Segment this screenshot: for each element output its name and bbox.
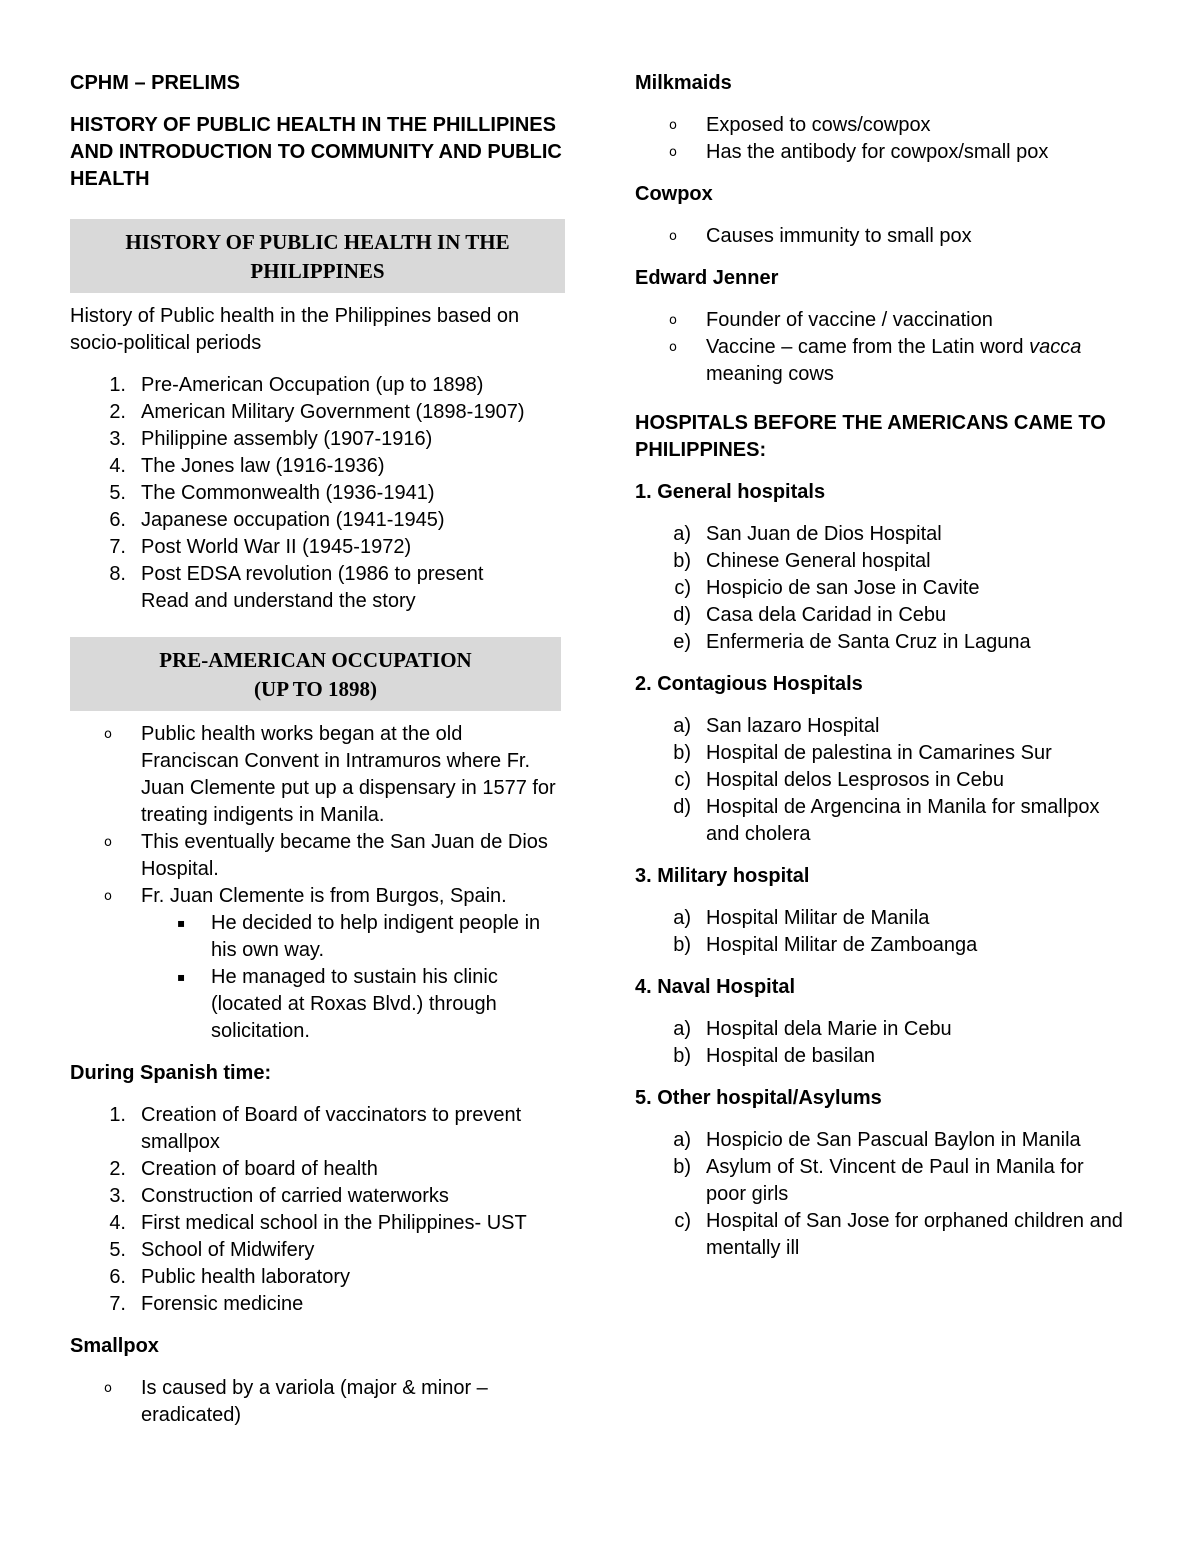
list-item-text: Creation of board of health [141, 1158, 378, 1180]
hospital-group-heading: 5. Other hospital/Asylums [635, 1087, 882, 1109]
list-item [635, 629, 1125, 656]
list-item [70, 372, 565, 399]
list-number: 8. [109, 563, 126, 585]
list-number: 2. [109, 401, 126, 423]
list-number: 2. [109, 1158, 126, 1180]
list-item-text: Hospicio de San Pascual Baylon in Manila [706, 1129, 1081, 1151]
cowpox-heading: Cowpox [635, 183, 713, 205]
hospital-group-heading: 1. General hospitals [635, 481, 826, 503]
list-number: 4. [109, 1212, 126, 1234]
list-item-text: Hospital de palestina in Camarines Sur [706, 742, 1052, 764]
pre-american-bullets [70, 721, 565, 1045]
list-item [635, 139, 1125, 166]
circle-bullet-icon: o [104, 835, 112, 850]
circle-bullet-icon: o [669, 313, 677, 328]
list-letter: b) [673, 742, 691, 764]
list-letter: c) [674, 1210, 691, 1232]
list-continuation-text: Read and understand the story [141, 590, 416, 612]
list-item-text: American Military Government (1898-1907) [141, 401, 525, 423]
list-item-text: Hospital dela Marie in Cebu [706, 1018, 952, 1040]
list-letter: e) [673, 631, 691, 653]
list-item-text: Hospital Militar de Manila [706, 907, 930, 929]
list-item [70, 561, 565, 615]
list-item [635, 740, 1125, 767]
list-item-text: First medical school in the Philippines- UST [141, 1212, 527, 1234]
circle-bullet-icon: o [669, 229, 677, 244]
list-item-text: Forensic medicine [141, 1293, 304, 1315]
periods-list [70, 372, 565, 615]
list-number: 7. [109, 536, 126, 558]
list-item-text: Hospicio de san Jose in Cavite [706, 577, 980, 599]
list-number: 7. [109, 1293, 126, 1315]
list-item-text: Post EDSA revolution (1986 to present [141, 563, 484, 585]
list-item-text: Japanese occupation (1941-1945) [141, 509, 445, 531]
list-item [70, 721, 565, 829]
list-number: 5. [109, 482, 126, 504]
circle-bullet-icon: o [104, 727, 112, 742]
section-heading-line: (UP TO 1898) [254, 677, 377, 701]
circle-bullet-icon: o [669, 145, 677, 160]
hospitals-heading: HOSPITALS BEFORE THE AMERICANS CAME TO PHILIPPINES: [635, 412, 1106, 461]
list-item-text: He decided to help indigent people in his own way. [211, 912, 541, 961]
list-item-text: Pre-American Occupation (up to 1898) [141, 374, 484, 396]
list-letter: b) [673, 550, 691, 572]
list-item [70, 964, 565, 1045]
list-item [635, 905, 1125, 932]
list-number: 6. [109, 1266, 126, 1288]
circle-bullet-icon: o [669, 118, 677, 133]
list-item [70, 1183, 565, 1210]
section-heading-line: PRE-AMERICAN OCCUPATION [159, 648, 472, 672]
document-code: CPHM – PRELIMS [70, 72, 241, 94]
list-letter: b) [673, 1045, 691, 1067]
list-item [635, 334, 1125, 388]
list-letter: b) [673, 1156, 691, 1178]
list-item-text: Hospital of San Jose for orphaned children and mentally ill [706, 1210, 1123, 1259]
list-item [70, 1264, 565, 1291]
list-item [70, 453, 565, 480]
list-letter: c) [674, 577, 691, 599]
list-item-text: Creation of Board of vaccinators to prevent smallpox [141, 1104, 522, 1153]
hospital-group-list [635, 713, 1125, 848]
list-item [635, 767, 1125, 794]
list-item-text [706, 334, 1125, 388]
list-number: 4. [109, 455, 126, 477]
square-bullet-icon: ▪ [177, 916, 186, 930]
edward-jenner-list [635, 307, 1125, 388]
list-item-text: Hospital de basilan [706, 1045, 875, 1067]
list-item-text: Post World War II (1945-1972) [141, 536, 412, 558]
list-number: 3. [109, 1185, 126, 1207]
milkmaids-heading: Milkmaids [635, 72, 732, 94]
list-item-text: Enfermeria de Santa Cruz in Laguna [706, 631, 1031, 653]
list-number: 5. [109, 1239, 126, 1261]
smallpox-list [70, 1375, 565, 1429]
list-letter: d) [673, 796, 691, 818]
list-item [635, 602, 1125, 629]
list-item [635, 521, 1125, 548]
list-item-text: Public health laboratory [141, 1266, 351, 1288]
list-item [635, 1016, 1125, 1043]
list-item-text: School of Midwifery [141, 1239, 315, 1261]
list-item [635, 1043, 1125, 1070]
list-item [70, 1102, 565, 1156]
section-heading-line: HISTORY OF PUBLIC HEALTH IN THE [125, 230, 510, 254]
list-item [70, 534, 565, 561]
list-item [635, 307, 1125, 334]
list-item-text: Is caused by a variola (major & minor – eradicated) [141, 1377, 488, 1426]
list-letter: a) [673, 523, 691, 545]
list-item [635, 1127, 1125, 1154]
list-letter: d) [673, 604, 691, 626]
list-item-text: Causes immunity to small pox [706, 225, 972, 247]
list-item-text: Hospital delos Lesprosos in Cebu [706, 769, 1004, 791]
list-item-text: He managed to sustain his clinic (located at Roxas Blvd.) through solicitation. [211, 966, 498, 1042]
list-item-text: Hospital de Argencina in Manila for smallpox and cholera [706, 796, 1100, 845]
list-item-text: Construction of carried waterworks [141, 1185, 449, 1207]
section-heading-history [70, 219, 565, 293]
text-run: meaning cows [706, 363, 834, 385]
list-item [70, 1156, 565, 1183]
list-item [70, 480, 565, 507]
circle-bullet-icon: o [104, 1381, 112, 1396]
section-heading-line: PHILIPPINES [250, 259, 385, 283]
list-item-text: Philippine assembly (1907-1916) [141, 428, 433, 450]
square-bullet-icon: ▪ [177, 970, 186, 984]
list-item-text: San lazaro Hospital [706, 715, 880, 737]
list-item [635, 932, 1125, 959]
circle-bullet-icon: o [104, 889, 112, 904]
list-item [635, 112, 1125, 139]
hospital-group-list [635, 905, 1125, 959]
hospital-group-heading: 3. Military hospital [635, 865, 810, 887]
list-item [70, 507, 565, 534]
list-letter: c) [674, 769, 691, 791]
list-item-text: San Juan de Dios Hospital [706, 523, 942, 545]
circle-bullet-icon: o [669, 340, 677, 355]
milkmaids-list [635, 112, 1125, 166]
list-number: 1. [109, 1104, 126, 1126]
list-item-text: Founder of vaccine / vaccination [706, 309, 993, 331]
list-item [70, 426, 565, 453]
hospital-group-heading: 2. Contagious Hospitals [635, 673, 863, 695]
left-column [70, 70, 565, 1444]
list-item-text: Hospital Militar de Zamboanga [706, 934, 978, 956]
list-item [635, 713, 1125, 740]
cowpox-list [635, 223, 1125, 250]
intro-paragraph: History of Public health in the Philippines based on socio-political periods [70, 305, 520, 354]
list-item-text: Casa dela Caridad in Cebu [706, 604, 947, 626]
smallpox-heading: Smallpox [70, 1335, 159, 1357]
list-item-text: This eventually became the San Juan de Dios Hospital. [141, 831, 548, 880]
list-item [635, 575, 1125, 602]
right-column [635, 70, 1125, 1277]
edward-jenner-heading: Edward Jenner [635, 267, 779, 289]
list-number: 6. [109, 509, 126, 531]
list-item [635, 794, 1125, 848]
list-item [70, 883, 565, 910]
hospital-group-heading: 4. Naval Hospital [635, 976, 796, 998]
spanish-time-list [70, 1102, 565, 1318]
list-item [70, 1375, 565, 1429]
list-item [70, 399, 565, 426]
latin-word: vacca [1029, 336, 1082, 358]
document-title: HISTORY OF PUBLIC HEALTH IN THE PHILLIPINES AND INTRODUCTION TO COMMUNITY AND PUBLIC HEALTH [70, 114, 562, 190]
list-letter: b) [673, 934, 691, 956]
list-item-text: Public health works began at the old Franciscan Convent in Intramuros where Fr. Juan Clemente put up a dispensary in 1577 for treating indigents in Manila. [141, 723, 556, 826]
list-item [635, 223, 1125, 250]
hospital-group-list [635, 521, 1125, 656]
list-item-text: Asylum of St. Vincent de Paul in Manila for poor girls [706, 1156, 1084, 1205]
list-number: 1. [109, 374, 126, 396]
list-item-text: Fr. Juan Clemente is from Burgos, Spain. [141, 885, 507, 907]
hospital-group-list [635, 1016, 1125, 1070]
list-item [70, 910, 565, 964]
list-letter: a) [673, 907, 691, 929]
list-letter: a) [673, 1129, 691, 1151]
list-letter: a) [673, 715, 691, 737]
list-number: 3. [109, 428, 126, 450]
list-item [70, 829, 565, 883]
list-item [635, 1154, 1125, 1208]
list-item [635, 1208, 1125, 1262]
list-item [635, 548, 1125, 575]
list-item-text: The Jones law (1916-1936) [141, 455, 385, 477]
text-run: Vaccine – came from the Latin word [706, 336, 1030, 358]
list-item-text: Chinese General hospital [706, 550, 931, 572]
section-heading-pre-american [70, 637, 561, 711]
list-letter: a) [673, 1018, 691, 1040]
list-item [70, 1237, 565, 1264]
list-item [70, 1291, 565, 1318]
list-item [70, 1210, 565, 1237]
list-item-text: The Commonwealth (1936-1941) [141, 482, 435, 504]
list-item-text: Exposed to cows/cowpox [706, 114, 931, 136]
hospital-group-list [635, 1127, 1125, 1262]
spanish-time-heading: During Spanish time: [70, 1062, 272, 1084]
list-item-text: Has the antibody for cowpox/small pox [706, 141, 1049, 163]
